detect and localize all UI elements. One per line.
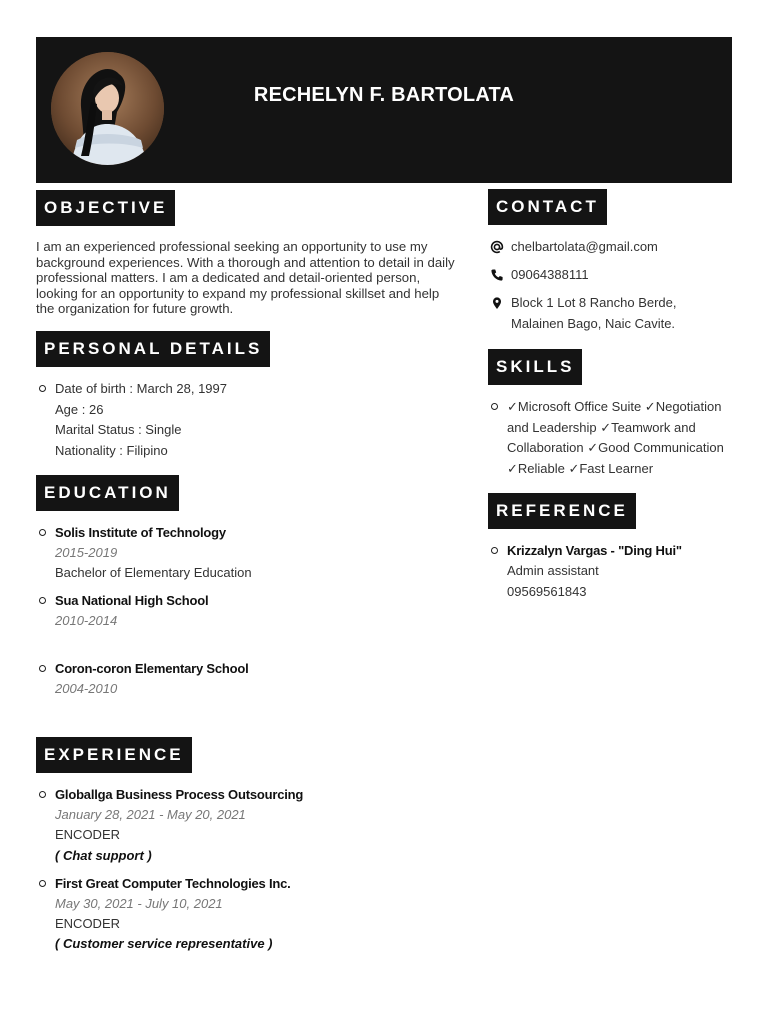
reference-name: Krizzalyn Vargas - "Ding Hui" [507,543,682,558]
objective-text [36,239,466,317]
contact-address-line2: Malainen Bago, Naic Cavite. [511,316,676,331]
reference-phone: 09569561843 [507,583,587,599]
list-item [37,659,457,699]
skills-line: and Leadership ✓Teamwork and [507,419,696,435]
contact-phone[interactable]: 09064388111 [511,267,589,282]
reference-heading: REFERENCE [488,493,636,529]
reference-position: Admin assistant [507,563,599,578]
objective-line: the organization for future growth. [36,301,234,317]
company-name: First Great Computer Technologies Inc. [55,875,291,891]
skills-line: ✓Reliable ✓Fast Learner [507,460,654,476]
contact-heading: CONTACT [488,189,607,225]
skills-line: ✓Microsoft Office Suite ✓Negotiation [507,399,722,414]
experience-heading: EXPERIENCE [36,737,192,773]
list-item [37,591,457,631]
education-heading: EDUCATION [36,475,179,511]
nationality: Nationality : Filipino [55,442,168,458]
degree: Bachelor of Elementary Education [55,565,252,580]
marital-status: Marital Status : Single [55,422,182,437]
job-position: ENCODER [55,827,121,842]
objective-line: looking for an opportunity to expand my professional skillset and help [36,285,440,301]
personal-details-list [37,379,457,461]
school-years: 2004-2010 [55,680,118,696]
objective-heading: OBJECTIVE [36,190,175,226]
experience-list [37,785,457,954]
school-name: Solis Institute of Technology [55,525,226,540]
skills-list [489,397,739,479]
company-name: Globallga Business Process Outsourcing [55,787,304,802]
objective-line: I am an experienced professional seeking an opportunity to use my [36,239,428,254]
job-role: ( Customer service representative ) [55,936,273,951]
employment-period: May 30, 2021 - July 10, 2021 [55,895,223,911]
date-of-birth: Date of birth : March 28, 1997 [55,381,227,396]
list-item [37,874,457,955]
phone-icon [490,268,504,282]
contact-address-line1: Block 1 Lot 8 Rancho Berde, [511,295,677,310]
reference-list [489,541,739,602]
skills-line: Collaboration ✓Good Communication [507,440,724,455]
profile-photo [51,52,164,165]
age: Age : 26 [55,401,104,417]
education-list [37,523,457,699]
school-name: Coron-coron Elementary School [55,660,249,676]
contact-email[interactable]: chelbartolata@gmail.com [511,239,658,254]
employment-period: January 28, 2021 - May 20, 2021 [55,807,246,822]
location-pin-icon [490,296,504,310]
school-years: 2010-2014 [55,612,118,628]
objective-line: background experiences. With a thorough and attention to detail in daily [36,254,455,270]
job-position: ENCODER [55,915,121,931]
school-name: Sua National High School [55,592,209,608]
personal-details-heading: PERSONAL DETAILS [36,331,270,367]
objective-line: professional matters. I am a dedicated and detail-oriented person, [36,270,421,286]
list-item [489,397,739,479]
skills-heading: SKILLS [488,349,582,385]
school-years: 2015-2019 [55,545,118,560]
list-item [37,785,457,866]
list-item [37,523,457,584]
resume-header [36,37,732,183]
list-item [489,541,739,602]
at-sign-icon [490,240,504,254]
candidate-name: RECHELYN F. BARTOLATA [253,84,515,106]
job-role: ( Chat support ) [55,847,152,863]
list-item [37,379,457,461]
